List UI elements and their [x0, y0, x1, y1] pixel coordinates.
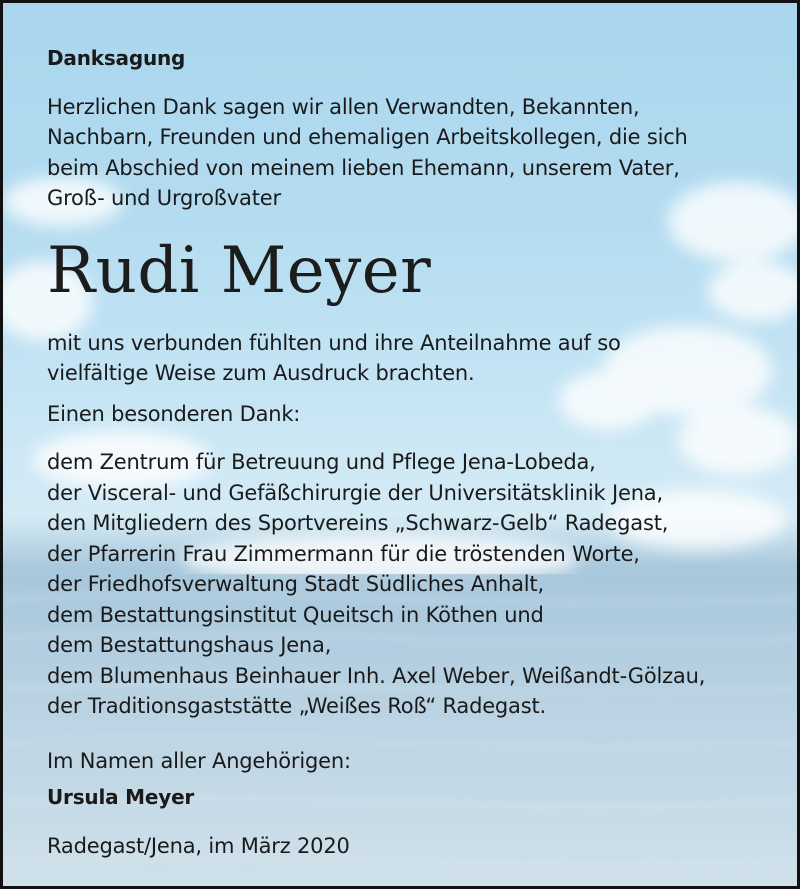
after-name-line: mit uns verbunden fühlten und ihre Anteilnahme auf so — [47, 331, 621, 355]
thanks-item: dem Zentrum für Betreuung und Pflege Jena-Lobeda, — [47, 450, 596, 474]
thanks-item: dem Bestattungshaus Jena, — [47, 633, 332, 657]
thanks-item: der Pfarrerin Frau Zimmermann für die tröstenden Worte, — [47, 542, 640, 566]
thanks-item: der Visceral- und Gefäßchirurgie der Universitätsklinik Jena, — [47, 481, 663, 505]
after-name-line: vielfältige Weise zum Ausdruck brachten. — [47, 361, 475, 385]
special-thanks-heading: Einen besonderen Dank: — [47, 402, 301, 426]
thanks-item: den Mitgliedern des Sportvereins „Schwarz-Gelb“ Radegast, — [47, 511, 669, 535]
intro-line: beim Abschied von meinem lieben Ehemann, unserem Vater, — [47, 156, 680, 180]
thanks-item: der Friedhofsverwaltung Stadt Südliches Anhalt, — [47, 572, 544, 596]
intro-line: Nachbarn, Freunden und ehemaligen Arbeitskollegen, die sich — [47, 125, 688, 149]
place-date: Radegast/Jena, im März 2020 — [47, 834, 350, 858]
intro-line: Herzlichen Dank sagen wir allen Verwandten, Bekannten, — [47, 95, 640, 119]
closing-line: Im Namen aller Angehörigen: — [47, 749, 351, 773]
thanks-item: dem Bestattungsinstitut Queitsch in Köthen und — [47, 603, 544, 627]
deceased-name: Rudi Meyer — [47, 234, 432, 308]
thanks-item: dem Blumenhaus Beinhauer Inh. Axel Weber, Weißandt-Gölzau, — [47, 664, 706, 688]
thanks-item: der Traditionsgaststätte „Weißes Roß“ Radegast. — [47, 694, 546, 718]
intro-line: Groß- und Urgroßvater — [47, 186, 281, 210]
heading: Danksagung — [47, 46, 186, 70]
signatory: Ursula Meyer — [47, 785, 195, 809]
